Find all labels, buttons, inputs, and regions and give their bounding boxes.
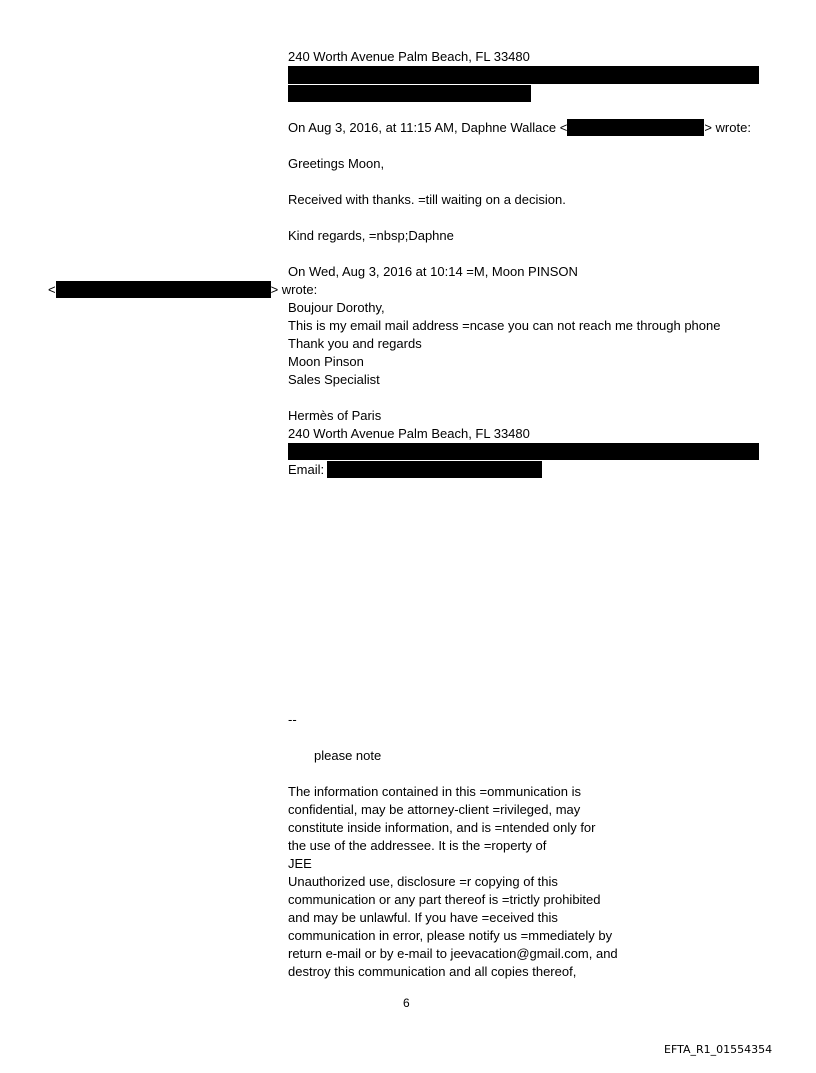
address-line-top: 240 Worth Avenue Palm Beach, FL 33480: [288, 49, 530, 64]
boujour-line: Boujour Dorothy,: [288, 300, 385, 315]
page-number: 6: [403, 996, 410, 1010]
thanks-line: Thank you and regards: [288, 336, 422, 351]
signature-title: Sales Specialist: [288, 372, 380, 387]
redaction-bar: [327, 461, 542, 478]
email-label: Email:: [288, 462, 325, 477]
reply-header-line: [288, 119, 751, 137]
redaction-bar: [288, 443, 759, 460]
disclaimer-line: confidential, may be attorney-client =rivileged, may: [288, 802, 581, 817]
quoted-header-line: On Wed, Aug 3, 2016 at 10:14 =M, Moon PINSON: [288, 264, 578, 279]
received-line: Received with thanks. =till waiting on a decision.: [288, 192, 566, 207]
greeting-line: Greetings Moon,: [288, 156, 385, 171]
disclaimer-line: communication or any part thereof is =trictly prohibited: [288, 892, 601, 907]
email-note-line: This is my email mail address =ncase you can not reach me through phone: [288, 318, 721, 333]
signature-address: 240 Worth Avenue Palm Beach, FL 33480: [288, 426, 530, 441]
disclaimer-line: destroy this communication and all copies thereof,: [288, 964, 577, 979]
disclaimer-line: return e-mail or by e-mail to jeevacation@gmail.com, and: [288, 946, 618, 961]
document-id: EFTA_R1_01554354: [664, 1043, 773, 1056]
disclaimer-line: communication in error, please notify us =mmediately by: [288, 928, 613, 943]
disclaimer-line: and may be unlawful. If you have =eceived this: [288, 910, 558, 925]
redaction-bar: [288, 85, 531, 102]
disclaimer-line: Unauthorized use, disclosure =r copying of this: [288, 874, 558, 889]
disclaimer-line: The information contained in this =ommunication is: [288, 784, 582, 799]
redaction-bar: [56, 281, 271, 298]
redaction-bar: [567, 119, 704, 136]
kind-regards-line: Kind regards, =nbsp;Daphne: [288, 228, 454, 243]
signature-email-line: [288, 461, 542, 479]
wrote-suffix: > wrote:: [270, 282, 318, 297]
separator-dashes: --: [288, 712, 297, 727]
reply-header-prefix: On Aug 3, 2016, at 11:15 AM, Daphne Wallace <: [288, 120, 568, 135]
signature-name: Moon Pinson: [288, 354, 364, 369]
disclaimer-line: the use of the addressee. It is the =roperty of: [288, 838, 547, 853]
redaction-bar: [288, 66, 759, 84]
please-note-heading: please note: [314, 748, 382, 763]
lt-symbol: <: [48, 282, 56, 297]
reply-header-suffix: > wrote:: [704, 120, 751, 135]
disclaimer-line: constitute inside information, and is =ntended only for: [288, 820, 596, 835]
quoted-sender-line: [48, 281, 317, 299]
signature-company: Hermès of Paris: [288, 408, 382, 423]
disclaimer-line: JEE: [288, 856, 312, 871]
